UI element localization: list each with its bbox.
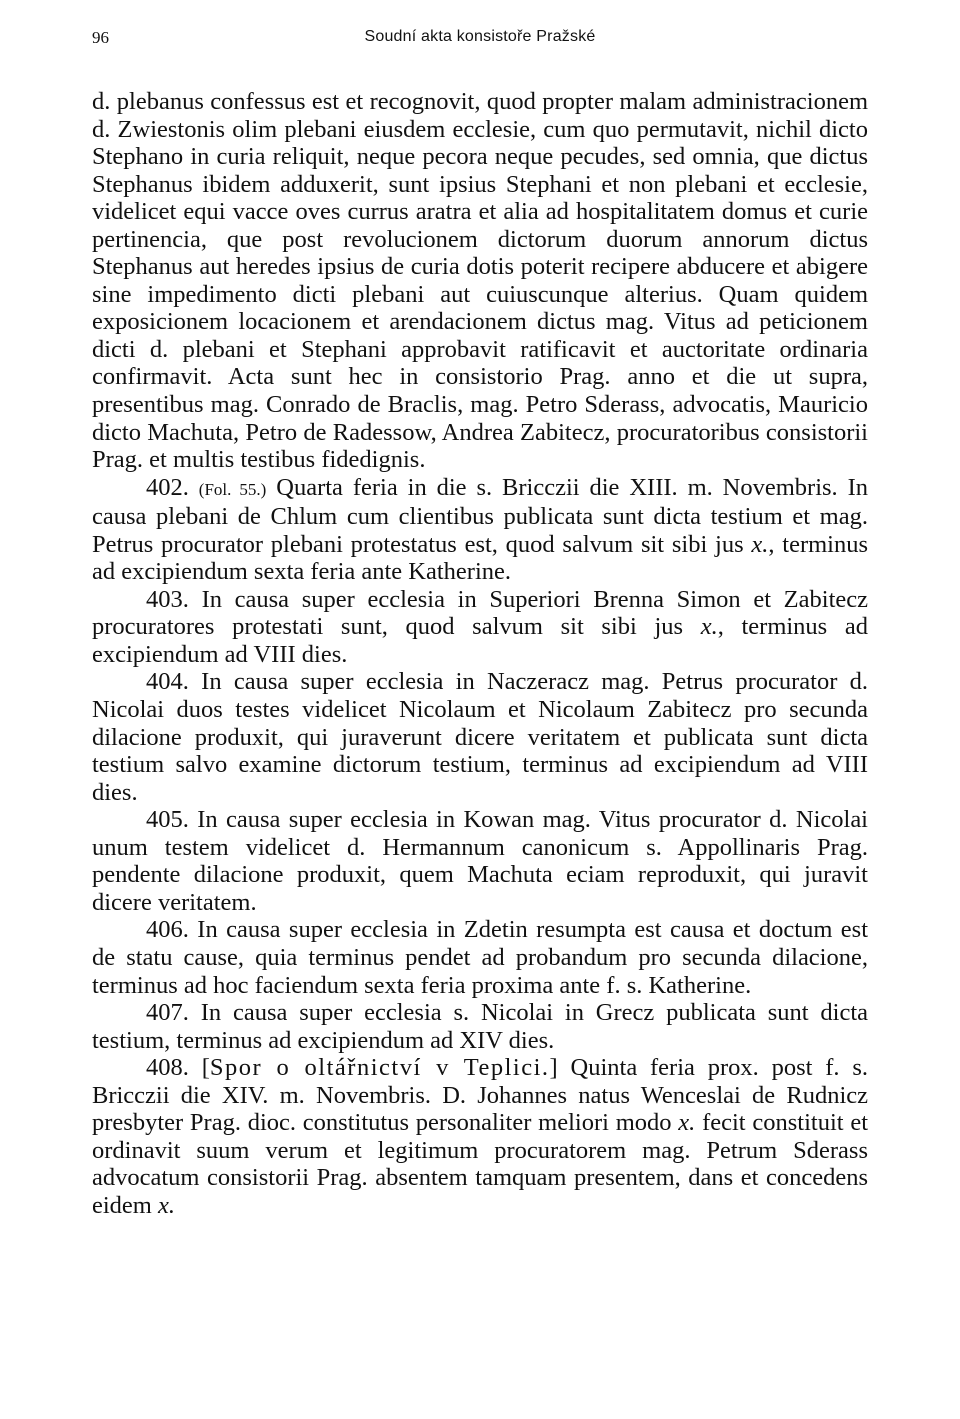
entry-number: 407. [146, 999, 189, 1027]
bracket-close: ] [549, 1054, 558, 1082]
abbreviation-mark: x. [751, 530, 769, 558]
entry-text-continued: fecit constituit et ordinavit suum verum et legitimum procuratorem mag. Petrum Sderass advocatum consistorii Prag. absentem tamquam presentem, dans et concedens eidem [92, 1109, 869, 1219]
running-title: Soudní akta konsistoře Pražské [364, 28, 596, 45]
entry-number: 402. [146, 473, 189, 501]
entry-407 [92, 999, 868, 1054]
entry-403 [92, 586, 868, 669]
entry-text: Quarta feria in die s. Bricczii die XIII. m. Novembris. In causa plebani de Chlum cum clientibus publicata sunt dicta testium et mag. Petrus procurator plebani protestatus est, quod salvum sit sibi jus [92, 473, 868, 558]
folio-reference: (Fol. 55.) [198, 479, 267, 499]
entry-text-tail: , terminus ad excipiendum sexta feria ante Katherine. [92, 530, 868, 586]
body-text [92, 88, 868, 1219]
entry-text: Quinta feria prox. post f. s. Bricczii die XIV. m. Novembris. D. Johannes natus Wenceslai de Rudnicz presbyter Prag. dioc. constitutus personaliter meliori modo [92, 1054, 869, 1137]
page-number: 96 [92, 28, 109, 47]
entry-text: In causa super ecclesia in Superiori Brenna Simon et Zabitecz procuratores protestati sunt, quod salvum sit sibi jus [92, 585, 869, 641]
entry-number: 406. [146, 916, 189, 944]
entry-text: In causa super ecclesia in Naczeracz mag. Petrus procurator d. Nicolai duos testes videlicet Nicolaum et Nicolaum Zabitecz pro secunda dilacione produxit, qui juraverunt dicere veritatem et publicata sunt dicta testium salvo examine dictorum testium, terminus ad excipiendum ad VIII dies. [92, 668, 868, 806]
abbreviation-mark: x. [678, 1109, 696, 1137]
abbreviation-mark: x. [700, 613, 718, 641]
entry-number: 405. [146, 806, 189, 834]
entry-text: In causa super ecclesia in Kowan mag. Vitus procurator d. Nicolai unum testem videlicet d. Hermannum canonicum s. Appollinaris Prag. pendente dilacione produxit, quem Machuta eciam reproduxit, qui juravit dicere veritatem. [92, 806, 868, 916]
entry-number: 404. [146, 668, 189, 696]
paragraph-continuation: d. plebanus confessus est et recognovit, quod propter malam administracionem d. Zwiestonis olim plebani eiusdem ecclesie, cum quo permutavit, nichil dicto Stephano in curia reliquit, neque pecora neque pecudes, sed omnia, que dictus Stephanus ibidem adduxerit, sunt ipsius Stephani et non plebani et ecclesie, videlicet equi vacce oves currus aratra et alia ad hospitalitatem domus et curie pertinencia, que post revolucionem dictorum duorum annorum dictus Stephanus aut heredes ipsius de curia dotis poterit recipere abducere et abigere sine impedimento dicti plebani aut cuiuscunque alterius. Quam quidem exposicionem locacionem et arendacionem dictus mag. Vitus ad peticionem dicti d. plebani et Stephani approbavit ratificavit et auctoritate ordinaria confirmavit. Acta sunt hec in consistorio Prag. anno et die ut supra, presentibus mag. Conrado de Braclis, mag. Petro Sderass, advocatis, Mauricio dicto Machuta, Petro de Radessow, Andrea Zabitecz, procuratoribus consistorii Prag. et multis testibus fidedignis. [92, 88, 868, 474]
entry-number: 408. [146, 1054, 189, 1082]
entry-406 [92, 916, 868, 999]
running-head [92, 26, 868, 60]
entry-text-tail: , terminus ad excipiendum ad VIII dies. [92, 613, 868, 668]
entry-number: 403. [146, 585, 189, 613]
bracket-open: [ [201, 1054, 210, 1082]
entry-408 [92, 1054, 868, 1219]
entry-405 [92, 806, 868, 916]
entry-text: In causa super ecclesia in Zdetin resumpta est causa et doctum est de statu cause, quia terminus pendet ad probandum pro secunda dilacione, terminus ad hoc faciendum sexta feria proxima ante f. s. Katherine. [92, 916, 869, 999]
entry-text: In causa super ecclesia s. Nicolai in Grecz publicata sunt dicta testium, terminus ad excipiendum ad XIV dies. [92, 999, 869, 1054]
entry-402 [92, 474, 868, 586]
page [92, 26, 868, 1219]
entry-404 [92, 668, 868, 806]
entry-heading: Spor o oltářnictví v Teplici. [209, 1054, 550, 1082]
abbreviation-mark: x. [158, 1191, 175, 1219]
